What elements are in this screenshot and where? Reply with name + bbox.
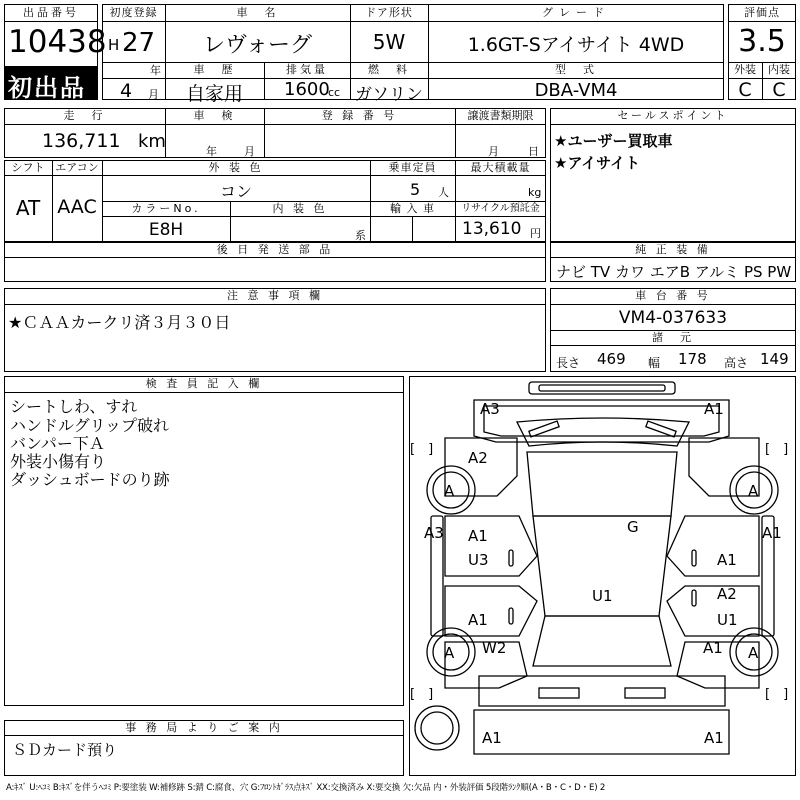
damage-mark: U3 [468,551,489,569]
regno-label: 登 録 番 号 [321,109,398,122]
load-label: 最大積載量 [470,161,531,174]
int-color-label: 内 装 色 [272,202,328,215]
transfer-label: 譲渡書類期限 [467,109,534,122]
diagram-bracket: [ ] [765,687,789,702]
damage-mark: A [444,482,455,500]
transfer-month-unit: 月 [488,145,499,158]
reg-year: 27 [122,28,156,58]
inspector-line: ダッシュボードのり跡 [10,470,170,489]
office-value: ＳＤカード預り [12,741,118,759]
car-name: レヴォーグ [202,33,313,58]
history-label: 車 歴 [193,63,236,76]
damage-mark: A1 [703,639,723,657]
damage-mark: A2 [468,449,488,467]
capacity-unit: 人 [438,186,449,199]
sales-points-box [550,108,796,242]
recycle-value: 13,610 [462,219,522,239]
grade-value: 1.6GT-Sアイサイト 4WD [467,34,685,56]
ac-value: AAC [57,196,97,218]
damage-mark: A [444,644,455,662]
interior-score-label: 内装 [768,63,790,76]
score-label: 評価点 [744,6,780,19]
diagram-bracket: [ ] [765,442,789,457]
damage-mark: A3 [480,400,500,418]
first-listing-text: 初出品 [8,74,86,102]
lot-number: 10438 [8,24,107,60]
sales-points-label: セールスポイント [617,109,729,122]
mileage-unit: km [138,131,166,152]
height-value: 149 [760,350,789,368]
exterior-score: C [738,79,752,101]
damage-mark: A1 [468,527,488,545]
shift-value: AT [15,196,41,220]
mileage-label: 走 行 [63,109,106,122]
damage-mark: A1 [704,729,724,747]
damage-mark: A1 [717,551,737,569]
month-unit: 月 [148,88,159,101]
fuel-label: 燃 料 [368,63,410,76]
genuine-equipment-label: 純 正 装 備 [635,243,711,256]
exterior-score-label: 外装 [734,63,756,76]
recycle-label: リサイクル預託金 [461,203,540,214]
insp-year-unit: 年 [206,145,217,158]
door-label: ドア形状 [365,6,413,19]
load-unit: kg [528,186,542,199]
fuel-value: ガソリン [355,85,423,105]
inspector-label: 検 査 員 記 入 欄 [145,377,263,390]
damage-mark: G [627,518,639,536]
damage-mark: A [748,482,759,500]
recycle-unit: 円 [530,227,541,240]
ext-color-value: コン [219,182,252,201]
mileage-value: 136,711 [42,130,121,152]
car-name-label: 車 名 [236,6,279,19]
inspector-line: バンパー下Ａ [10,434,105,453]
damage-mark: U1 [592,587,613,605]
office-label: 事 務 局 よ り ご 案 内 [125,721,283,734]
color-no-value: E8H [148,220,184,240]
inspector-line: ハンドルグリップ破れ [10,416,170,435]
transfer-day-unit: 日 [528,145,539,158]
damage-mark: A1 [704,400,724,418]
model-value: DBA-VM4 [534,80,618,101]
history-value: 自家用 [185,83,243,105]
height-label: 高さ [724,356,749,370]
damage-mark: A1 [468,611,488,629]
width-value: 178 [678,350,707,368]
score-value: 3.5 [738,24,786,59]
shift-label: シフト [11,161,45,174]
damage-mark: A1 [762,524,782,542]
inspection-label: 車 検 [193,109,236,122]
door-value: 5W [372,30,406,54]
displacement-label: 排気量 [286,63,328,76]
reg-month: 4 [120,80,133,102]
diagram-bracket: [ ] [410,687,434,702]
car-damage-diagram [409,376,796,776]
first-reg-label: 初度登録 [109,6,158,19]
legend-text: A:ｷｽﾞ U:ﾍｺﾐ B:ｷｽﾞを伴うﾍｺﾐ P:要塗装 W:補修跡 S:錆 C:腐食、穴 G:ﾌﾛﾝﾄｶﾞﾗｽ点ｷｽﾞ XX:交換済み X:要交換 欠:欠品 内・外装評価 5段階ﾗﾝｸ順(A・B・C・D・E) 2 [6,783,606,793]
chassis-value: VM4-037633 [618,308,728,328]
diagram-bracket: [ ] [410,442,434,457]
import-label: 輸 入 車 [390,202,435,215]
width-label: 幅 [648,356,661,370]
genuine-equipment-value: ナビ TV カワ エアB アルミ PS PW [556,263,792,281]
grade-label: グレード [542,6,610,19]
specs-label: 諸 元 [652,331,694,344]
displacement-unit: cc [328,86,341,99]
ext-color-label: 外 装 色 [208,161,264,174]
interior-score: C [772,79,786,101]
capacity-label: 乗車定員 [388,161,437,174]
damage-mark: U1 [717,611,738,629]
displacement-value: 1600 [284,79,330,100]
notes-label: 注 意 事 項 欄 [227,289,323,302]
model-label: 型 式 [555,63,597,76]
inspector-line: シートしわ、すれ [10,397,138,416]
chassis-label: 車 台 番 号 [635,289,711,302]
color-no-label: カラーNo. [131,202,201,215]
sales-point: ★ユーザー買取車 [554,132,673,150]
length-value: 469 [597,350,626,368]
damage-mark: W2 [482,639,507,657]
year-unit: 年 [150,64,161,77]
inspector-line: 外装小傷有り [10,452,107,471]
damage-mark: A [748,644,759,662]
sales-point: ★アイサイト [554,154,641,172]
damage-mark: A3 [424,524,444,542]
later-parts-label: 後 日 発 送 部 品 [216,243,334,256]
capacity-value: 5 [410,180,421,199]
length-label: 長さ [556,356,581,370]
era-letter: H [108,36,120,54]
damage-mark: A1 [482,729,502,747]
notes-value: ★ＣＡＡカークリ済３月３０日 [8,313,231,332]
lot-number-label: 出品番号 [23,6,79,19]
damage-mark: A2 [717,585,737,603]
insp-month-unit: 月 [244,145,255,158]
int-color-suffix: 系 [355,229,366,242]
ac-label: エアコン [55,161,99,174]
